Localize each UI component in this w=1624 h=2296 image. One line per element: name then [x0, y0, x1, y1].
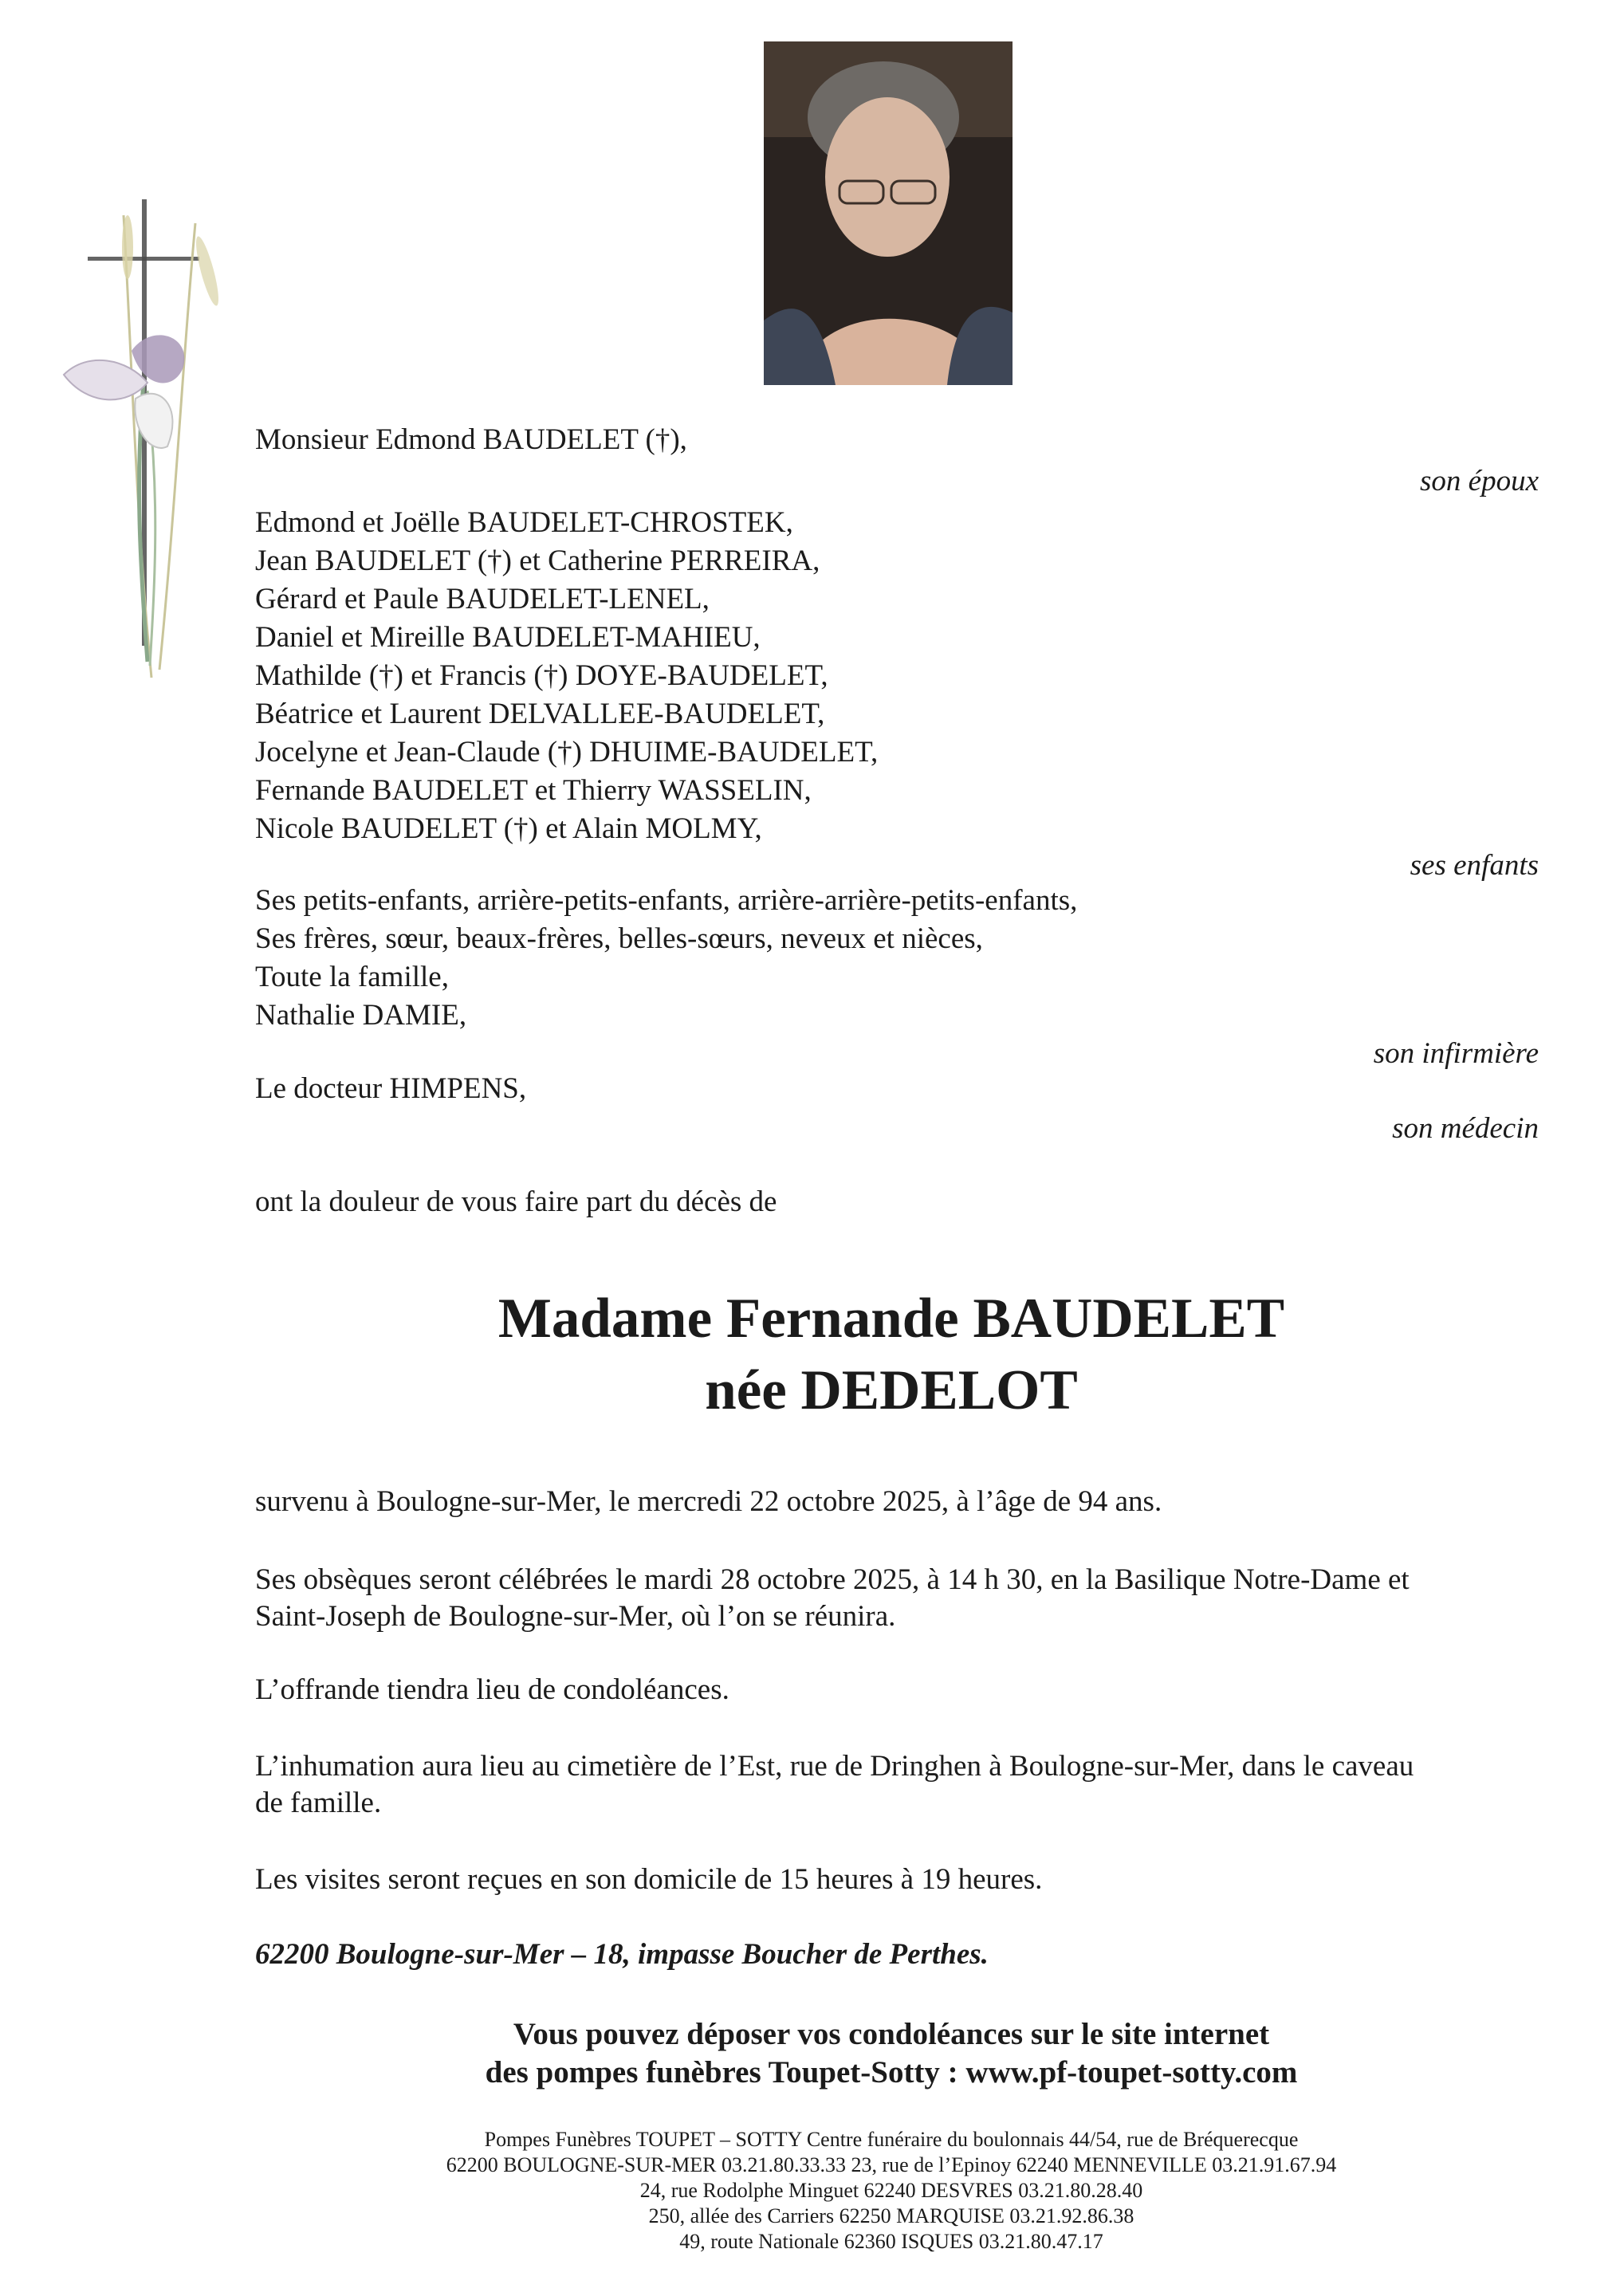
child-line: Fernande BAUDELET et Thierry WASSELIN, [255, 774, 812, 807]
child-line: Mathilde (†) et Francis (†) DOYE-BAUDELET, [255, 659, 828, 692]
portrait-photo [764, 41, 1013, 385]
relatives-line: Ses petits-enfants, arrière-petits-enfants, arrière-arrière-petits-enfants, [255, 884, 1078, 917]
spouse-line: Monsieur Edmond BAUDELET (†), [255, 423, 687, 456]
funeral-details: Saint-Joseph de Boulogne-sur-Mer, où l’on se réunira. [255, 1600, 896, 1633]
child-line: Edmond et Joëlle BAUDELET-CHROSTEK, [255, 506, 793, 539]
relatives-line: Ses frères, sœur, beaux-frères, belles-sœurs, neveux et nièces, [255, 922, 983, 955]
offering-details: L’offrande tiendra lieu de condoléances. [255, 1673, 729, 1706]
footer-line: 250, allée des Carriers 62250 MARQUISE 03.21.92.86.38 [648, 2204, 1134, 2227]
burial-details: L’inhumation aura lieu au cimetière de l’Est, rue de Dringhen à Boulogne-sur-Mer, dans le caveau [255, 1750, 1414, 1783]
visits-details: Les visites seront reçues en son domicile de 15 heures à 19 heures. [255, 1863, 1043, 1896]
deceased-name: Madame Fernande BAUDELET [497, 1288, 1285, 1350]
footer-line: 24, rue Rodolphe Minguet 62240 DESVRES 03.21.80.28.40 [639, 2179, 1143, 2202]
funeral-details: Ses obsèques seront célébrées le mardi 28 octobre 2025, à 14 h 30, en la Basilique Notre-Dame et [255, 1563, 1410, 1596]
home-address: 62200 Boulogne-sur-Mer – 18, impasse Boucher de Perthes. [255, 1938, 989, 1971]
cross-lily-decoration [56, 191, 239, 686]
cross-icon [56, 191, 239, 686]
footer-line: 49, route Nationale 62360 ISQUES 03.21.80.47.17 [679, 2230, 1103, 2253]
announcement-line: ont la douleur de vous faire part du décès de [255, 1185, 777, 1218]
child-line: Nicole BAUDELET (†) et Alain MOLMY, [255, 812, 762, 845]
portrait-image [764, 41, 1013, 385]
burial-details: de famille. [255, 1787, 382, 1819]
child-line: Béatrice et Laurent DELVALLEE-BAUDELET, [255, 698, 825, 730]
doctor-role: son médecin [1392, 1112, 1539, 1145]
footer-line: 62200 BOULOGNE-SUR-MER 03.21.80.33.33 23, rue de l’Epinoy 62240 MENNEVILLE 03.21.91.67.94 [446, 2153, 1337, 2176]
relatives-line: Toute la famille, [255, 961, 449, 993]
doctor-line: Le docteur HIMPENS, [255, 1072, 527, 1105]
deceased-maiden-name: née DEDELOT [705, 1359, 1078, 1421]
death-details: survenu à Boulogne-sur-Mer, le mercredi 22 octobre 2025, à l’âge de 94 ans. [255, 1485, 1162, 1518]
condolences-line: Vous pouvez déposer vos condoléances sur le site internet [513, 2017, 1270, 2051]
child-line: Daniel et Mireille BAUDELET-MAHIEU, [255, 621, 761, 654]
child-line: Gérard et Paule BAUDELET-LENEL, [255, 583, 710, 615]
children-role: ses enfants [1410, 849, 1539, 882]
child-line: Jean BAUDELET (†) et Catherine PERREIRA, [255, 545, 820, 577]
nurse-role: son infirmière [1373, 1037, 1539, 1070]
spouse-role: son époux [1420, 465, 1539, 497]
child-line: Jocelyne et Jean-Claude (†) DHUIME-BAUDELET, [255, 736, 879, 769]
nurse-line: Nathalie DAMIE, [255, 999, 467, 1032]
footer-line: Pompes Funèbres TOUPET – SOTTY Centre funéraire du boulonnais 44/54, rue de Bréquerecque [484, 2128, 1299, 2151]
condolences-website: des pompes funèbres Toupet-Sotty : www.pf-toupet-sotty.com [485, 2055, 1298, 2090]
